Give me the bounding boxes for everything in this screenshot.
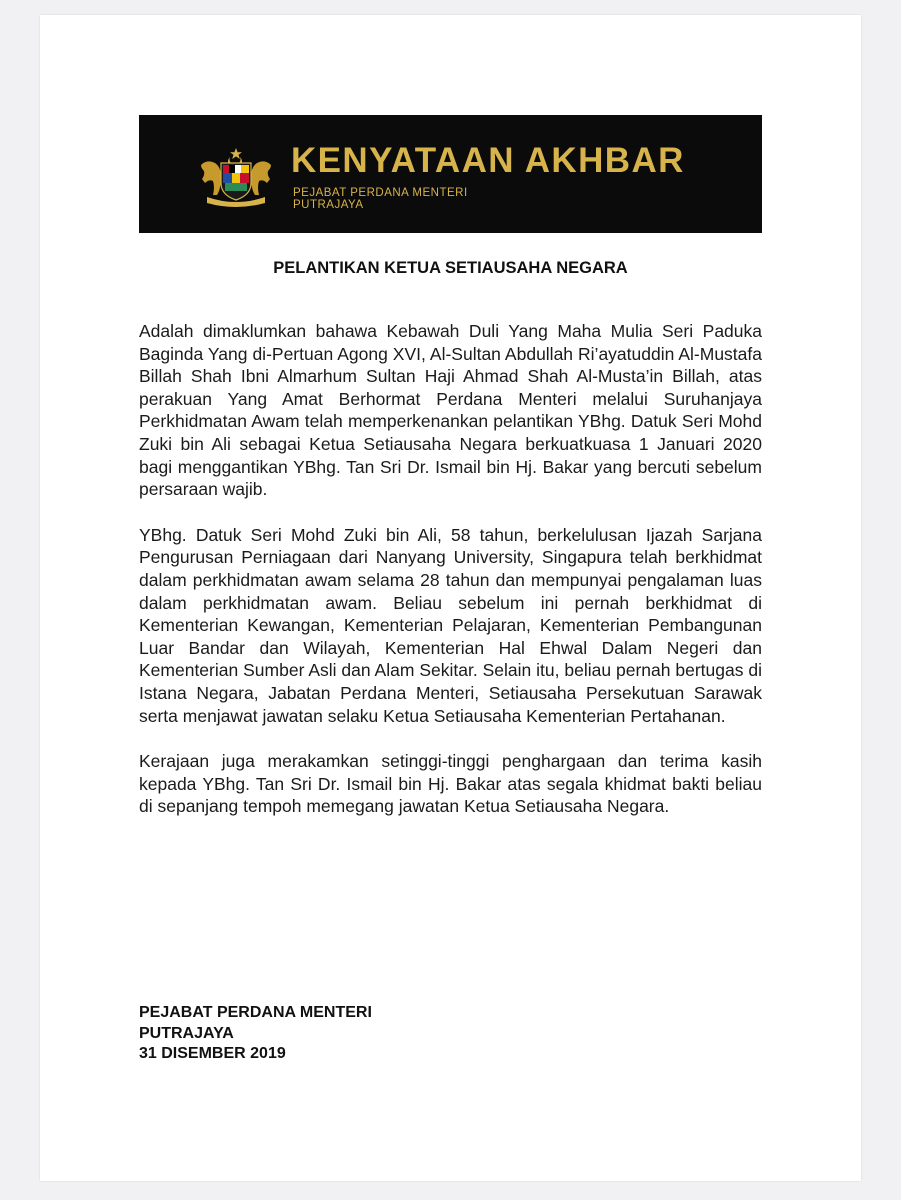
signature-date: 31 DISEMBER 2019: [139, 1045, 286, 1062]
banner-subtitle-office: PEJABAT PERDANA MENTERI: [293, 187, 468, 199]
banner-subtitle-location: PUTRAJAYA: [293, 199, 364, 211]
document-body: [139, 320, 762, 841]
signature-location: PUTRAJAYA: [139, 1024, 234, 1042]
document-page: [40, 15, 861, 1181]
malaysia-coat-of-arms-icon: [195, 147, 277, 209]
signature-office: PEJABAT PERDANA MENTERI: [139, 1004, 372, 1021]
paragraph-background: YBhg. Datuk Seri Mohd Zuki bin Ali, 58 tahun, berkelulusan Ijazah Sarjana Pengurusan Perniagaan dari Nanyang University, Singapura telah berkhidmat dalam perkhidmatan awam selama 28 tahun dan mempunyai pengalaman luas dalam perkhidmatan awam. Beliau sebelum ini pernah berkhidmat di Kementerian Kewangan, Kementerian Pelajaran, Kementerian Pembangunan Luar Bandar dan Wilayah, Kementerian Hal Ehwal Dalam Negeri dan Kementerian Sumber Asli dan Alam Sekitar. Selain itu, beliau pernah bertugas di Istana Negara, Jabatan Perdana Menteri, Setiausaha Persekutuan Sarawak serta menjawat jawatan selaku Ketua Setiausaha Kementerian Pertahanan.: [139, 524, 762, 726]
document-heading: PELANTIKAN KETUA SETIAUSAHA NEGARA: [273, 259, 628, 277]
paragraph-appointment: Adalah dimaklumkan bahawa Kebawah Duli Yang Maha Mulia Seri Paduka Baginda Yang di-Pertuan Agong XVI, Al-Sultan Abdullah Ri’ayatuddin Al-Mustafa Billah Shah Ibni Almarhum Sultan Haji Ahmad Shah Al-Musta’in Billah, atas perakuan Yang Amat Berhormat Perdana Menteri melalui Suruhanjaya Perkhidmatan Awam telah memperkenankan pelantikan YBhg. Datuk Seri Mohd Zuki bin Ali sebagai Ketua Setiausaha Negara berkuatkuasa 1 Januari 2020 bagi menggantikan YBhg. Tan Sri Dr. Ismail bin Hj. Bakar yang bercuti sebelum persaraan wajib.: [139, 321, 762, 500]
press-release-banner: [139, 115, 762, 233]
banner-title: KENYATAAN AKHBAR: [291, 141, 685, 180]
signature-block: [139, 1003, 372, 1065]
paragraph-appreciation: Kerajaan juga merakamkan setinggi-tinggi penghargaan dan terima kasih kepada YBhg. Tan Sri Dr. Ismail bin Hj. Bakar atas segala khidmat bakti beliau di sepanjang tempoh memegang jawatan Ketua Setiausaha Negara.: [139, 751, 762, 817]
